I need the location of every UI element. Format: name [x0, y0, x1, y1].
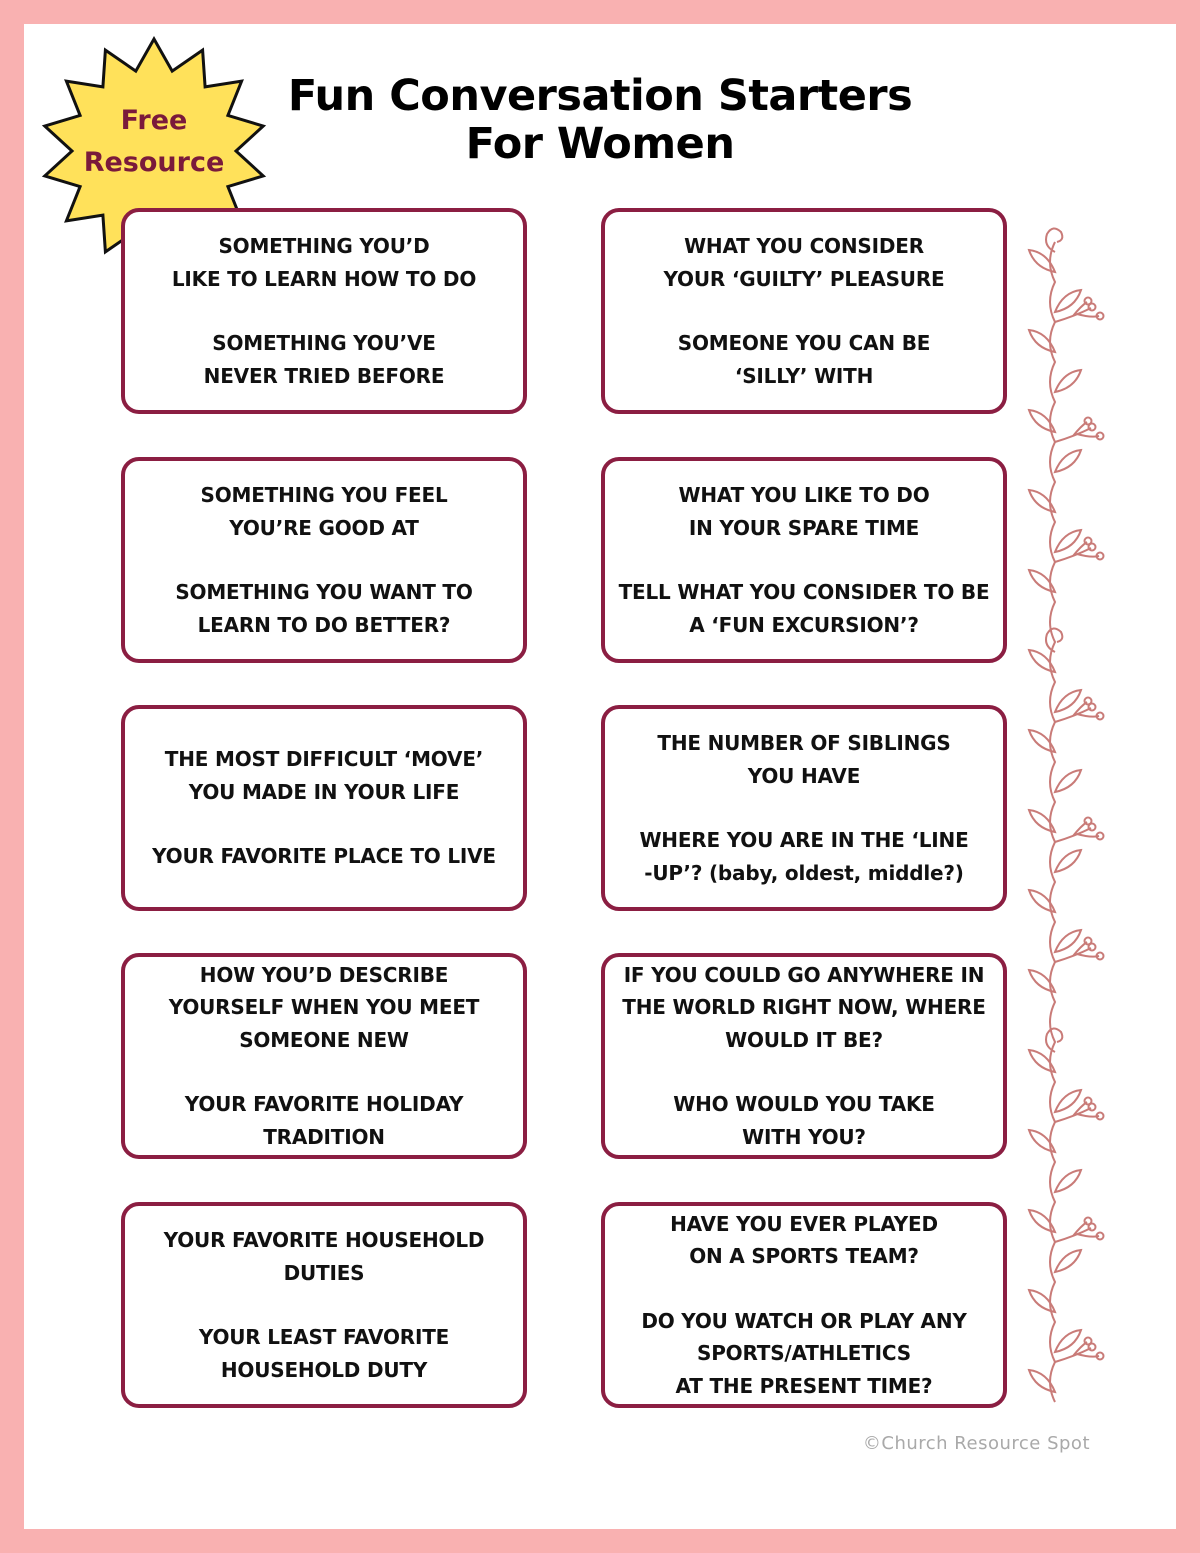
prompt-line: YOURSELF WHEN YOU MEET — [168, 995, 480, 1020]
page-title — [250, 72, 950, 168]
prompt-line: SOMETHING YOU WANT TO — [175, 580, 473, 604]
conversation-card — [601, 1202, 1007, 1408]
prompt-line: SPORTS/ATHLETICS — [697, 1341, 911, 1366]
prompt-line: LEARN TO DO BETTER? — [197, 612, 451, 637]
prompt-line: WOULD IT BE? — [725, 1027, 883, 1052]
prompt-line: WHAT YOU CONSIDER — [684, 234, 924, 258]
conversation-card — [121, 953, 527, 1159]
prompt-line: SOMETHING YOU’D — [218, 234, 430, 258]
prompt-line: HOUSEHOLD DUTY — [220, 1357, 428, 1382]
prompt-line: SOMETHING YOU’VE — [212, 331, 436, 355]
prompt-line: IF YOU COULD GO ANYWHERE IN — [623, 962, 985, 987]
conversation-card — [601, 953, 1007, 1159]
copyright-text: ©Church Resource Spot — [862, 1433, 1090, 1454]
prompt-line: LIKE TO LEARN HOW TO DO — [171, 266, 477, 291]
conversation-card — [121, 1202, 527, 1408]
prompt-line: WITH YOU? — [742, 1124, 866, 1149]
prompt-line: WHO WOULD YOU TAKE — [673, 1092, 935, 1117]
prompt-line: YOU MADE IN YOUR LIFE — [188, 779, 460, 804]
prompt-line: THE WORLD RIGHT NOW, WHERE — [622, 995, 986, 1020]
prompt-line: TELL WHAT YOU CONSIDER TO BE — [618, 580, 990, 604]
title-line-1: Fun Conversation Starters — [287, 71, 913, 121]
prompt-line: WHERE YOU ARE IN THE ‘LINE — [639, 828, 969, 852]
prompt-line: HOW YOU’D DESCRIBE — [199, 962, 449, 987]
prompt-line: DO YOU WATCH OR PLAY ANY — [641, 1308, 967, 1333]
prompt-line: YOU HAVE — [747, 763, 861, 788]
prompt-line: THE MOST DIFFICULT ‘MOVE’ — [164, 747, 484, 772]
prompt-line: SOMEONE YOU CAN BE — [677, 331, 931, 355]
prompt-line: SOMETHING YOU FEEL — [200, 483, 448, 507]
prompt-line: A ‘FUN EXCURSION’? — [689, 612, 919, 637]
conversation-card — [601, 457, 1007, 663]
floral-vine-decoration — [1020, 222, 1120, 1422]
badge-line-1: Free — [120, 105, 188, 136]
prompt-line: ON A SPORTS TEAM? — [689, 1244, 919, 1269]
conversation-card — [601, 208, 1007, 414]
prompt-line: AT THE PRESENT TIME? — [675, 1373, 933, 1398]
prompt-line: NEVER TRIED BEFORE — [203, 363, 445, 388]
prompt-line: -UP’? (baby, oldest, middle?) — [644, 860, 964, 885]
prompt-line: SOMEONE NEW — [239, 1027, 409, 1052]
prompt-line: ‘SILLY’ WITH — [734, 363, 874, 388]
conversation-card — [601, 705, 1007, 911]
badge-line-2: Resource — [83, 147, 225, 178]
prompt-line: YOUR ‘GUILTY’ PLEASURE — [663, 266, 945, 291]
prompt-line: THE NUMBER OF SIBLINGS — [657, 731, 951, 755]
prompt-line: WHAT YOU LIKE TO DO — [678, 483, 930, 507]
conversation-card — [121, 457, 527, 663]
prompt-line: IN YOUR SPARE TIME — [688, 515, 920, 540]
prompt-line: YOUR LEAST FAVORITE — [198, 1325, 450, 1349]
prompt-line: TRADITION — [263, 1124, 385, 1149]
prompt-line: YOUR FAVORITE HOLIDAY — [184, 1092, 464, 1117]
prompt-line: YOUR FAVORITE HOUSEHOLD — [163, 1228, 485, 1252]
prompt-line: YOUR FAVORITE PLACE TO LIVE — [152, 844, 496, 869]
title-line-2: For Women — [465, 119, 735, 169]
conversation-card — [121, 705, 527, 911]
prompt-line: YOU’RE GOOD AT — [229, 515, 419, 540]
conversation-card — [121, 208, 527, 414]
prompt-line: HAVE YOU EVER PLAYED — [670, 1211, 938, 1236]
prompt-line: DUTIES — [283, 1260, 365, 1285]
